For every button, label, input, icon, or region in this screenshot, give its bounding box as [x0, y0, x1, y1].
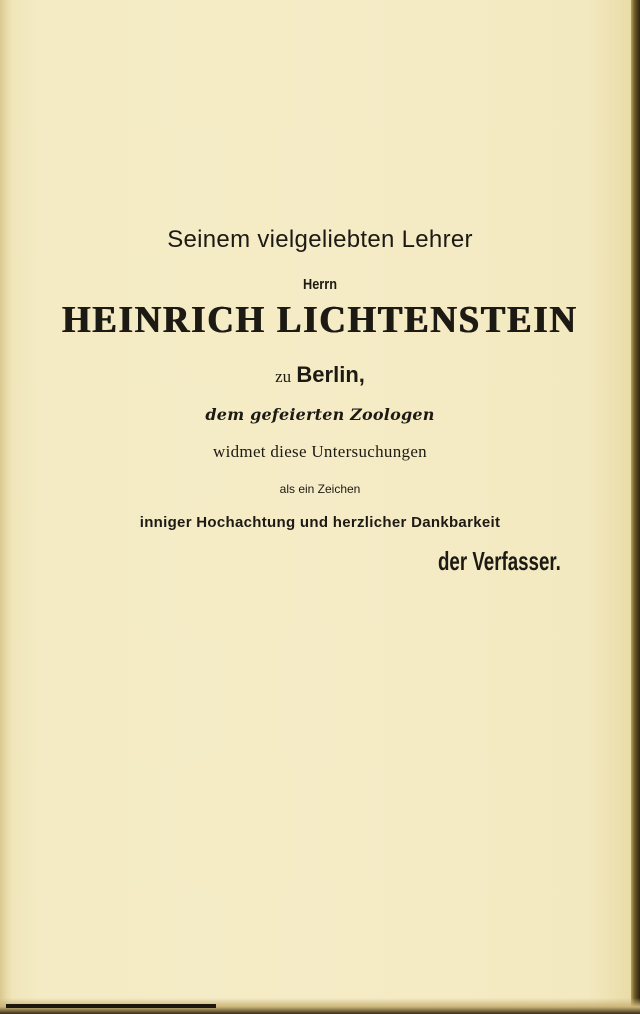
dedication-line-dedicates: widmet diese Untersuchungen — [213, 442, 427, 461]
dedication-city: Berlin, — [296, 362, 365, 387]
dedication-signature: der Verfasser. — [438, 546, 561, 576]
dedication-line-sign: als ein Zeichen — [279, 482, 361, 496]
page-bottom-shadow-line — [6, 1004, 216, 1008]
page-right-edge — [631, 0, 640, 1014]
dedication-name: HEINRICH LICHTENSTEIN — [62, 299, 578, 341]
dedication-city-prefix: zu — [275, 367, 292, 386]
dedication-line-zoologist: dem gefeierten Zoologen — [205, 405, 435, 424]
dedication-line-teacher: Seinem vielgeliebten Lehrer — [167, 226, 473, 253]
dedication-line-city — [0, 362, 640, 388]
dedication-line-herrn: Herrn — [302, 276, 337, 293]
dedication-line-gratitude: inniger Hochachtung und herzlicher Dankbarkeit — [139, 514, 501, 531]
page-left-edge — [0, 0, 12, 1014]
